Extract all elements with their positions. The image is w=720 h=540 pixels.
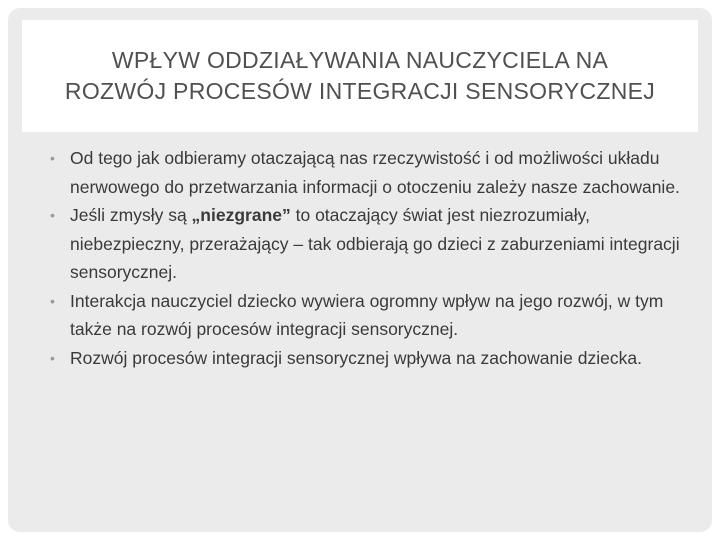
bullet-text-after: to otaczający świat jest niezrozumiały, niebezpieczny, przerażający – tak odbierają go dzieci z zaburzeniami integracji sensorycznej. (70, 205, 680, 282)
bullet-marker: • (50, 150, 55, 166)
slide-content (30, 144, 698, 372)
bullet-text-before: Jeśli zmysły są (70, 205, 192, 225)
bullet-marker: • (50, 349, 55, 366)
bullet-item (30, 201, 698, 287)
bullet-list (30, 144, 698, 372)
slide (8, 8, 712, 532)
bullet-text: Rozwój procesów integracji sensorycznej wpływa na zachowanie dziecka. (70, 347, 642, 368)
bullet-marker: • (50, 292, 55, 309)
bullet-item (30, 344, 698, 373)
title-box (22, 20, 698, 132)
bullet-item (30, 287, 698, 344)
bullet-text: Od tego jak odbieramy otaczającą nas rzeczywistość i od możliwości układu nerwowego do przetwarzania informacji o otoczeniu zależy nasze zachowanie. (70, 148, 680, 197)
slide-title: WPŁYW ODDZIAŁYWANIA NAUCZYCIELA NA ROZWÓJ PROCESÓW INTEGRACJI SENSORYCZNEJ (64, 47, 656, 104)
bullet-marker: • (50, 207, 55, 223)
bullet-emphasis: „niezgrane” (191, 205, 291, 225)
bullet-item (30, 144, 698, 201)
bullet-text: Interakcja nauczyciel dziecko wywiera ogromny wpływ na jego rozwój, w tym także na rozwój procesów integracji sensorycznej. (70, 290, 664, 339)
